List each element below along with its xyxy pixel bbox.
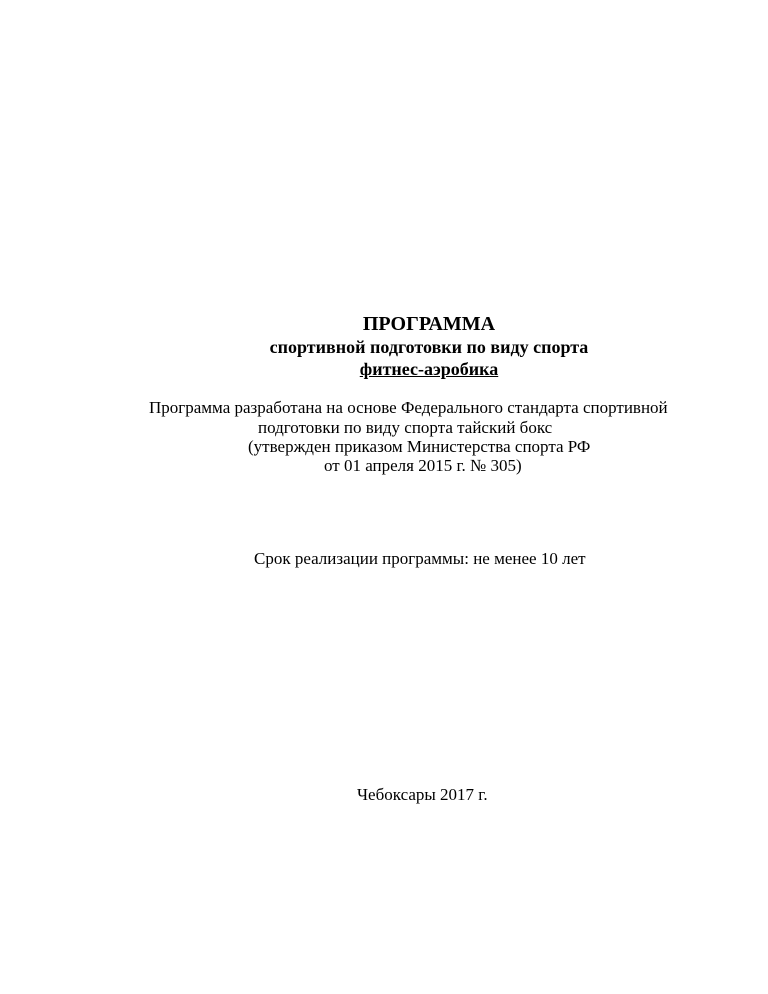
- basis-line: от 01 апреля 2015 г. № 305): [324, 456, 522, 475]
- document-subtitle: спортивной подготовки по виду спорта: [269, 337, 589, 357]
- basis-line: Программа разработана на основе Федерального стандарта спортивной: [149, 398, 668, 417]
- document-title: ПРОГРАММА: [362, 313, 496, 335]
- basis-line: (утвержден приказом Министерства спорта РФ: [248, 437, 591, 456]
- program-term: Срок реализации программы: не менее 10 лет: [254, 549, 586, 568]
- title-block: [0, 312, 768, 380]
- sport-name: фитнес-аэробика: [359, 359, 499, 379]
- basis-line: подготовки по виду спорта тайский бокс: [258, 418, 553, 437]
- place-year: Чебоксары 2017 г.: [357, 785, 488, 804]
